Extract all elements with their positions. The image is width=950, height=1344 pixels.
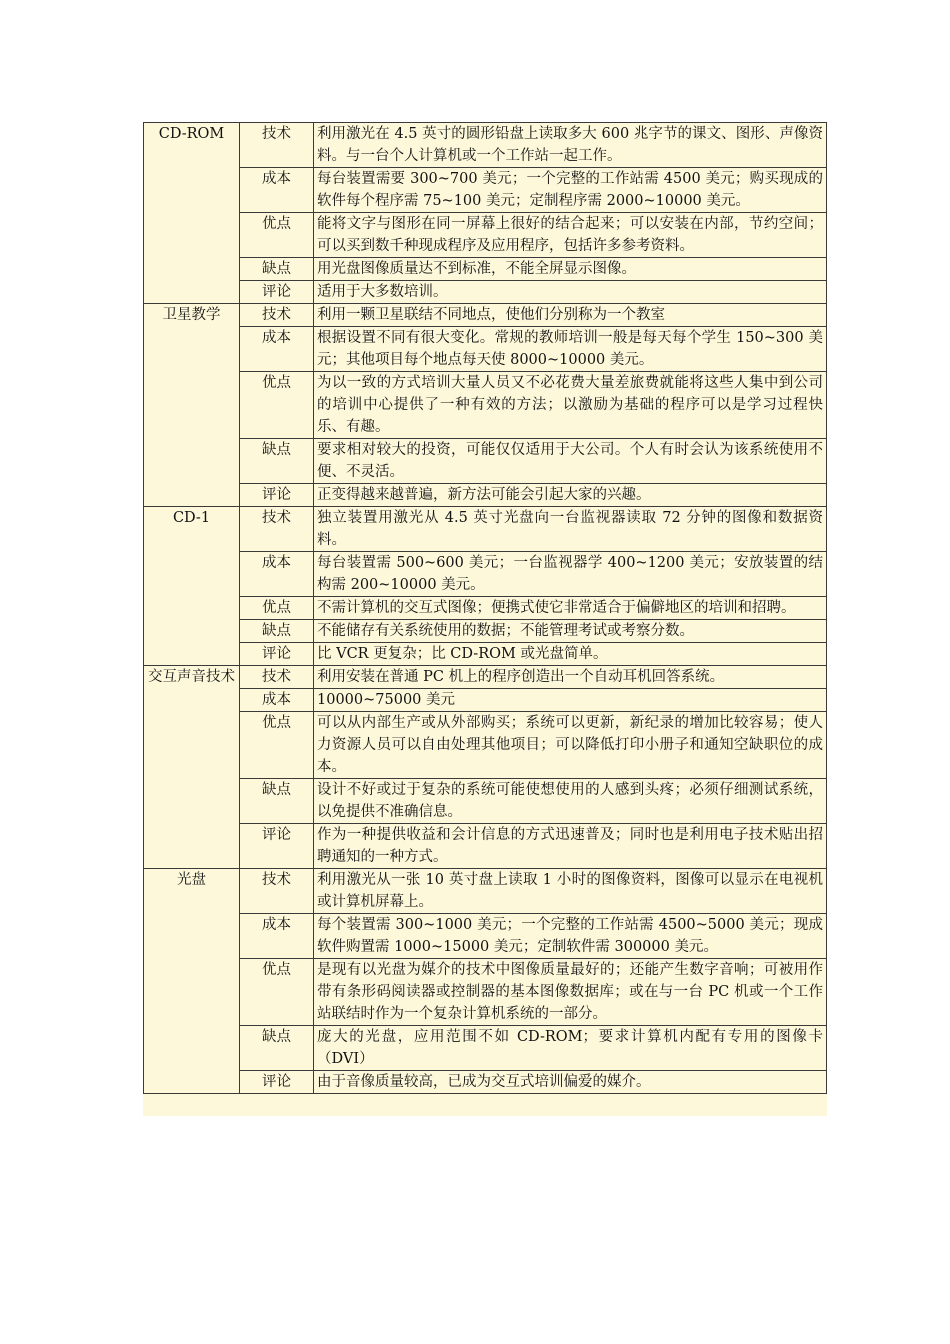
- description-cell: 正变得越来越普遍，新方法可能会引起大家的兴趣。: [314, 484, 827, 507]
- description-cell: 每台装置需要 300~700 美元；一个完整的工作站需 4500 美元；购买现成的软件每个程序需 75~100 美元；定制程序需 2000~10000 美元。: [314, 168, 827, 213]
- description-cell: 10000~75000 美元: [314, 689, 827, 712]
- description-cell: 利用一颗卫星联结不同地点，使他们分别称为一个教室: [314, 304, 827, 327]
- description-cell: 庞大的光盘，应用范围不如 CD-ROM；要求计算机内配有专用的图像卡（DVI）: [314, 1026, 827, 1071]
- description-cell: 要求相对较大的投资，可能仅仅适用于大公司。个人有时会认为该系统使用不便、不灵活。: [314, 439, 827, 484]
- table-row: [144, 824, 827, 869]
- aspect-cell: 成本: [240, 914, 314, 959]
- description-cell: 设计不好或过于复杂的系统可能使想使用的人感到头疼；必须仔细测试系统，以免提供不准确信息。: [314, 779, 827, 824]
- aspect-cell: 缺点: [240, 258, 314, 281]
- table-row: [144, 439, 827, 484]
- table-row: [144, 327, 827, 372]
- description-cell: 为以一致的方式培训大量人员又不必花费大量差旅费就能将这些人集中到公司的培训中心提供了一种有效的方法；以激励为基础的程序可以是学习过程快乐、有趣。: [314, 372, 827, 439]
- description-cell: 可以从内部生产或从外部购买；系统可以更新，新纪录的增加比较容易；使人力资源人员可以自由处理其他项目；可以降低打印小册子和通知空缺职位的成本。: [314, 712, 827, 779]
- aspect-cell: 技术: [240, 869, 314, 914]
- aspect-cell: 评论: [240, 643, 314, 666]
- aspect-cell: 评论: [240, 1071, 314, 1094]
- table-row: [144, 959, 827, 1026]
- aspect-cell: 技术: [240, 666, 314, 689]
- description-cell: 独立装置用激光从 4.5 英寸光盘向一台监视器读取 72 分钟的图像和数据资料。: [314, 507, 827, 552]
- technology-name-cell: CD-1: [144, 507, 240, 666]
- aspect-cell: 技术: [240, 304, 314, 327]
- table-row: [144, 914, 827, 959]
- description-cell: 根据设置不同有很大变化。常规的教师培训一般是每天每个学生 150~300 美元；其他项目每个地点每天使 8000~10000 美元。: [314, 327, 827, 372]
- table-body: [144, 123, 827, 1094]
- technology-comparison-table: [143, 122, 827, 1094]
- aspect-cell: 缺点: [240, 1026, 314, 1071]
- aspect-cell: 成本: [240, 168, 314, 213]
- table-row: [144, 484, 827, 507]
- table-row: [144, 620, 827, 643]
- aspect-cell: 成本: [240, 327, 314, 372]
- aspect-cell: 技术: [240, 507, 314, 552]
- aspect-cell: 缺点: [240, 439, 314, 484]
- description-cell: 是现有以光盘为媒介的技术中图像质量最好的；还能产生数字音响；可被用作带有条形码阅读器或控制器的基本图像数据库；或在与一台 PC 机或一个工作站联结时作为一个复杂计算机系统的一部分。: [314, 959, 827, 1026]
- table-row: [144, 779, 827, 824]
- description-cell: 利用激光从一张 10 英寸盘上读取 1 小时的图像资料，图像可以显示在电视机或计算机屏幕上。: [314, 869, 827, 914]
- aspect-cell: 评论: [240, 824, 314, 869]
- description-cell: 能将文字与图形在同一屏幕上很好的结合起来；可以安装在内部，节约空间；可以买到数千种现成程序及应用程序，包括许多参考资料。: [314, 213, 827, 258]
- description-cell: 比 VCR 更复杂；比 CD-ROM 或光盘简单。: [314, 643, 827, 666]
- table-row: [144, 213, 827, 258]
- aspect-cell: 缺点: [240, 779, 314, 824]
- aspect-cell: 评论: [240, 484, 314, 507]
- aspect-cell: 优点: [240, 372, 314, 439]
- description-cell: 适用于大多数培训。: [314, 281, 827, 304]
- description-cell: 不需计算机的交互式图像；便携式使它非常适合于偏僻地区的培训和招聘。: [314, 597, 827, 620]
- technology-name-cell: 卫星教学: [144, 304, 240, 507]
- table-row: [144, 304, 827, 327]
- aspect-cell: 技术: [240, 123, 314, 168]
- aspect-cell: 成本: [240, 689, 314, 712]
- aspect-cell: 优点: [240, 712, 314, 779]
- table-row: [144, 168, 827, 213]
- aspect-cell: 缺点: [240, 620, 314, 643]
- aspect-cell: 成本: [240, 552, 314, 597]
- description-cell: 每台装置需 500~600 美元；一台监视器学 400~1200 美元；安放装置的结构需 200~10000 美元。: [314, 552, 827, 597]
- table-row: [144, 597, 827, 620]
- description-cell: 由于音像质量较高，已成为交互式培训偏爱的媒介。: [314, 1071, 827, 1094]
- table-row: [144, 712, 827, 779]
- table-row: [144, 689, 827, 712]
- aspect-cell: 优点: [240, 959, 314, 1026]
- description-cell: 作为一种提供收益和会计信息的方式迅速普及；同时也是利用电子技术贴出招聘通知的一种方式。: [314, 824, 827, 869]
- description-cell: 每个装置需 300~1000 美元；一个完整的工作站需 4500~5000 美元；现成软件购置需 1000~15000 美元；定制软件需 300000 美元。: [314, 914, 827, 959]
- table-row: [144, 666, 827, 689]
- aspect-cell: 优点: [240, 213, 314, 258]
- table-row: [144, 281, 827, 304]
- table-row: [144, 1026, 827, 1071]
- description-cell: 用光盘图像质量达不到标准，不能全屏显示图像。: [314, 258, 827, 281]
- description-cell: 不能储存有关系统使用的数据；不能管理考试或考察分数。: [314, 620, 827, 643]
- table-row: [144, 643, 827, 666]
- technology-name-cell: CD-ROM: [144, 123, 240, 304]
- table-row: [144, 869, 827, 914]
- document-sheet: [143, 122, 827, 1116]
- table-row: [144, 552, 827, 597]
- table-row: [144, 123, 827, 168]
- table-row: [144, 507, 827, 552]
- table-row: [144, 372, 827, 439]
- description-cell: 利用安装在普通 PC 机上的程序创造出一个自动耳机回答系统。: [314, 666, 827, 689]
- table-row: [144, 258, 827, 281]
- aspect-cell: 评论: [240, 281, 314, 304]
- aspect-cell: 优点: [240, 597, 314, 620]
- table-row: [144, 1071, 827, 1094]
- technology-name-cell: 交互声音技术: [144, 666, 240, 869]
- technology-name-cell: 光盘: [144, 869, 240, 1094]
- description-cell: 利用激光在 4.5 英寸的圆形铅盘上读取多大 600 兆字节的课文、图形、声像资料。与一台个人计算机或一个工作站一起工作。: [314, 123, 827, 168]
